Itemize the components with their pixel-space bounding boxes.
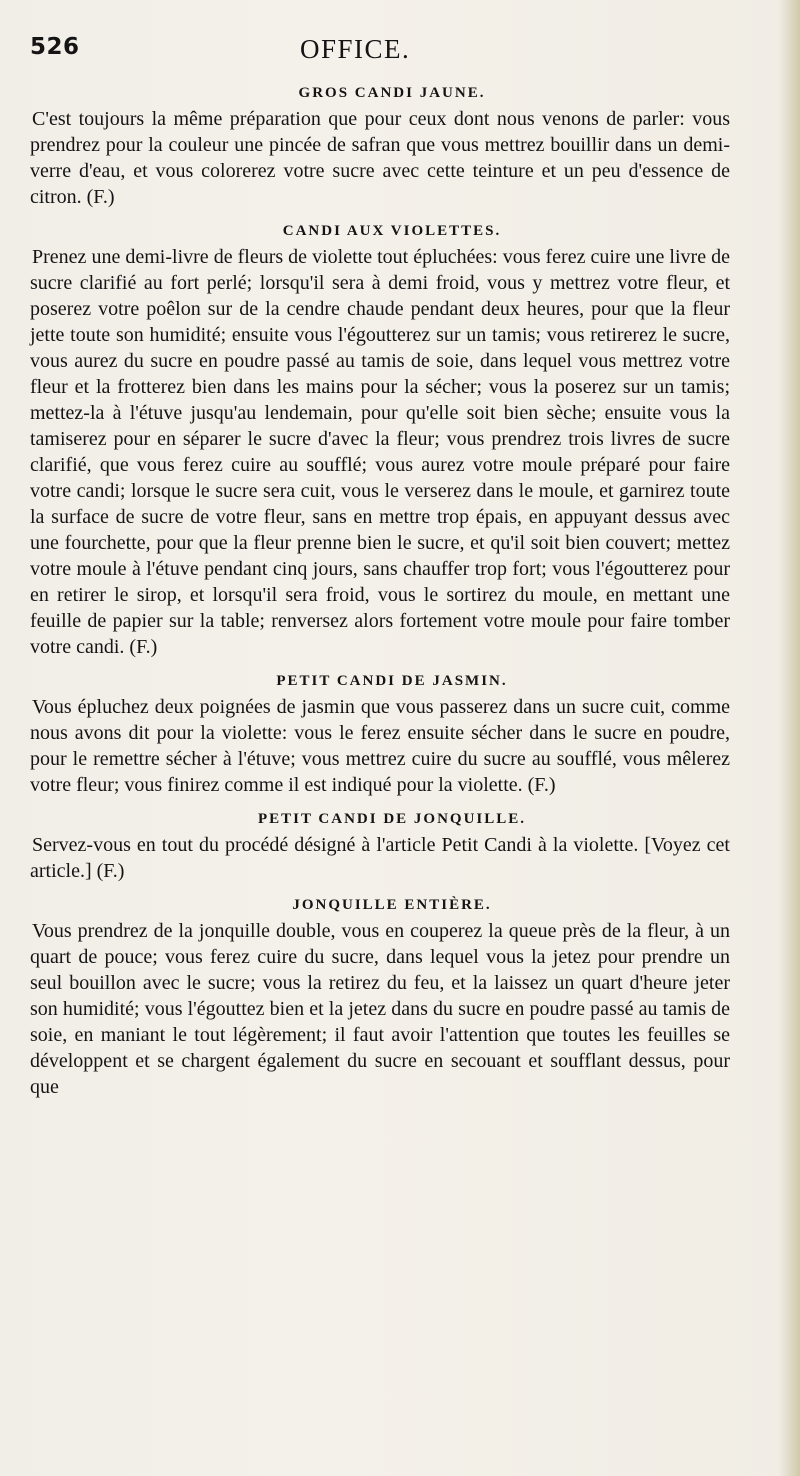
section-text-jonquille-entiere: Vous prendrez de la jonquille double, vous en couperez la queue près de la fleur, à un quart de pouce; vous ferez cuire du sucre, dans lequel vous la jetez pour prendre un seul bouillon avec le sucre; vous la retirez du feu, et la laissez un quart d'heure jeter son humidité; vous l'égouttez bien et la jetez dans du sucre en poudre passé au tamis de soie, en maniant le tout légèrement; il faut avoir l'attention que toutes les feuilles se développent et se chargent également du sucre en secouant et soufflant dessus, pour que xyxy=(30,920,730,1098)
page-body xyxy=(30,80,730,1108)
section-text-petit-candi-de-jasmin: Vous épluchez deux poignées de jasmin que vous passerez dans un sucre cuit, comme nous avons dit pour la violette: vous le ferez ensuite sécher dans le sucre en poudre, pour le remettre sécher à l'étuve; vous mettrez cuire du sucre au soufflé, vous mêlerez votre fleur; vous finirez comme il est indiqué pour la violette. (F.) xyxy=(30,696,730,796)
section-text-candi-aux-violettes: Prenez une demi-livre de fleurs de violette tout épluchées: vous ferez cuire une livre de sucre clarifié au fort perlé; lorsqu'il sera à demi froid, vous y mettrez votre fleur, et poserez votre poêlon sur de la cendre chaude pendant deux heures, pour que la fleur jette toute son humidité; ensuite vous l'égoutterez sur un tamis; vous retirerez le sucre, vous aurez du sucre en poudre passé au tamis de soie, dans lequel vous mettrez votre fleur et la frotterez bien dans les mains pour la sécher; vous la poserez sur un tamis; mettez-la à l'étuve jusqu'au lendemain, pour qu'elle soit bien sèche; ensuite vous la tamiserez pour en séparer le sucre d'avec la fleur; vous prendrez trois livres de sucre clarifié, que vous ferez cuire au soufflé; vous aurez votre moule préparé pour faire votre candi; lorsque le sucre sera cuit, vous le verserez dans le moule, et garnirez toute la surface de sucre de votre fleur, sans en mettre trop épais, en appuyant dessus avec une fourchette, pour que la fleur prenne bien le sucre, et qu'il soit bien couvert; mettez votre moule à l'étuve pendant cinq jours, sans chauffer trop fort; vous l'égoutterez pour en retirer le sirop, et lorsqu'il sera froid, vous le sortirez du moule, en mettant une feuille de papier sur la table; renversez alors fortement votre moule pour faire tomber votre candi. (F.) xyxy=(30,246,730,658)
running-head: OFFICE. xyxy=(300,34,411,64)
section-text-gros-candi-jaune: C'est toujours la même préparation que pour ceux dont nous venons de parler: vous prendrez pour la couleur une pincée de safran que vous mettrez bouillir dans un demi-verre d'eau, et vous colorerez votre sucre avec cette teinture et un peu d'essence de citron. (F.) xyxy=(30,108,730,208)
page-number: 526 xyxy=(30,34,80,60)
section-title-gros-candi-jaune: GROS CANDI JAUNE. xyxy=(298,85,486,101)
section-title-candi-aux-violettes: CANDI AUX VIOLETTES. xyxy=(282,223,502,239)
section-title-petit-candi-de-jonquille: PETIT CANDI DE JONQUILLE. xyxy=(257,811,527,827)
section-text-petit-candi-de-jonquille: Servez-vous en tout du procédé désigné à l'article Petit Candi à la violette. [Voyez cet article.] (F.) xyxy=(30,834,730,882)
section-title-jonquille-entiere: JONQUILLE ENTIÈRE. xyxy=(292,897,492,913)
page-header xyxy=(30,34,730,74)
section-title-petit-candi-de-jasmin: PETIT CANDI DE JASMIN. xyxy=(276,673,508,689)
page-edge-shadow xyxy=(778,0,800,1476)
